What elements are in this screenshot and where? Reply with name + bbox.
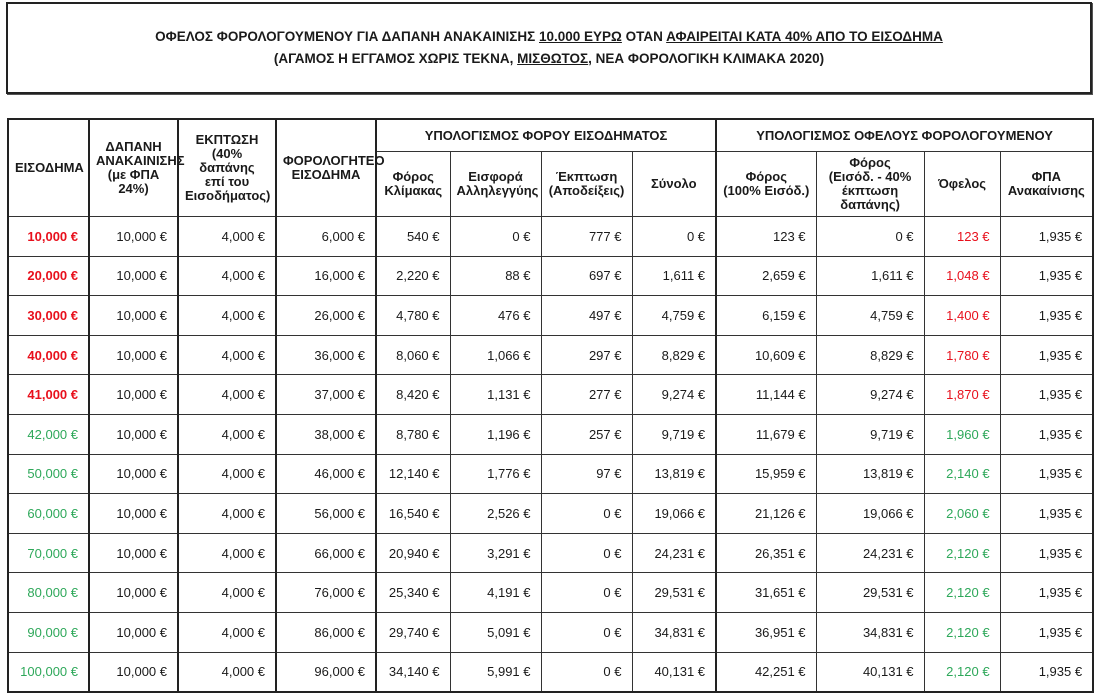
cell-receipts-deduction: 697 €	[541, 256, 632, 296]
cell-tax-full: 36,951 €	[716, 612, 816, 652]
cell-tax-reduced: 8,829 €	[816, 335, 924, 375]
cell-tax-reduced: 24,231 €	[816, 533, 924, 573]
header-group-benefit-calc: ΥΠΟΛΟΓΙΣΜΟΣ ΟΦΕΛΟΥΣ ΦΟΡΟΛΟΓΟΥΜΕΝΟΥ	[716, 119, 1093, 152]
header-deduction: ΕΚΠΤΩΣΗ (40% δαπάνης επί του Εισοδήματος)	[178, 119, 276, 217]
subtitle-employee: ΜΙΣΘΩΤΟΣ	[517, 51, 589, 66]
table-row	[8, 414, 1093, 454]
cell-receipts-deduction: 297 €	[541, 335, 632, 375]
cell-scale-tax: 16,540 €	[376, 494, 450, 534]
cell-taxable-income: 6,000 €	[276, 217, 376, 257]
cell-tax-reduced: 4,759 €	[816, 296, 924, 336]
cell-scale-tax: 20,940 €	[376, 533, 450, 573]
cell-income: 42,000 €	[8, 414, 89, 454]
table-row	[8, 612, 1093, 652]
cell-deduction: 4,000 €	[178, 652, 276, 692]
cell-solidarity: 2,526 €	[450, 494, 541, 534]
table-row	[8, 573, 1093, 613]
cell-vat: 1,935 €	[1000, 414, 1093, 454]
cell-receipts-deduction: 497 €	[541, 296, 632, 336]
cell-total: 0 €	[632, 217, 716, 257]
cell-income: 41,000 €	[8, 375, 89, 415]
title-amount: 10.000 ΕΥΡΩ	[539, 29, 622, 44]
cell-scale-tax: 25,340 €	[376, 573, 450, 613]
cell-vat: 1,935 €	[1000, 652, 1093, 692]
cell-renovation-cost: 10,000 €	[89, 375, 178, 415]
cell-income: 30,000 €	[8, 296, 89, 336]
cell-benefit: 2,140 €	[924, 454, 1000, 494]
cell-scale-tax: 29,740 €	[376, 612, 450, 652]
title-condition: ΑΦΑΙΡΕΙΤΑΙ ΚΑΤΑ 40% ΑΠΟ ΤΟ ΕΙΣΟΔΗΜΑ	[666, 29, 943, 44]
cell-tax-reduced: 40,131 €	[816, 652, 924, 692]
cell-deduction: 4,000 €	[178, 612, 276, 652]
cell-solidarity: 1,776 €	[450, 454, 541, 494]
cell-taxable-income: 56,000 €	[276, 494, 376, 534]
cell-taxable-income: 76,000 €	[276, 573, 376, 613]
cell-income: 70,000 €	[8, 533, 89, 573]
cell-deduction: 4,000 €	[178, 454, 276, 494]
cell-tax-full: 11,679 €	[716, 414, 816, 454]
cell-receipts-deduction: 0 €	[541, 533, 632, 573]
cell-renovation-cost: 10,000 €	[89, 256, 178, 296]
cell-renovation-cost: 10,000 €	[89, 217, 178, 257]
cell-benefit: 1,780 €	[924, 335, 1000, 375]
cell-scale-tax: 2,220 €	[376, 256, 450, 296]
table-row	[8, 335, 1093, 375]
header-total: Σύνολο	[632, 152, 716, 217]
cell-tax-full: 21,126 €	[716, 494, 816, 534]
cell-solidarity: 5,991 €	[450, 652, 541, 692]
cell-solidarity: 1,066 €	[450, 335, 541, 375]
subtitle-text: , ΝΕΑ ΦΟΡΟΛΟΓΙΚΗ ΚΛΙΜΑΚΑ 2020)	[588, 51, 825, 66]
cell-income: 80,000 €	[8, 573, 89, 613]
cell-vat: 1,935 €	[1000, 454, 1093, 494]
cell-income: 100,000 €	[8, 652, 89, 692]
cell-benefit: 1,400 €	[924, 296, 1000, 336]
cell-taxable-income: 16,000 €	[276, 256, 376, 296]
cell-benefit: 2,120 €	[924, 573, 1000, 613]
header-taxable-income: ΦΟΡΟΛΟΓΗΤΕΟ ΕΙΣΟΔΗΜΑ	[276, 119, 376, 217]
cell-deduction: 4,000 €	[178, 573, 276, 613]
cell-tax-full: 15,959 €	[716, 454, 816, 494]
title-box	[6, 2, 1092, 94]
cell-income: 20,000 €	[8, 256, 89, 296]
table-row	[8, 454, 1093, 494]
cell-deduction: 4,000 €	[178, 414, 276, 454]
cell-vat: 1,935 €	[1000, 256, 1093, 296]
cell-tax-full: 11,144 €	[716, 375, 816, 415]
header-scale-tax: Φόρος Κλίμακας	[376, 152, 450, 217]
cell-taxable-income: 38,000 €	[276, 414, 376, 454]
cell-scale-tax: 8,780 €	[376, 414, 450, 454]
cell-renovation-cost: 10,000 €	[89, 652, 178, 692]
cell-total: 19,066 €	[632, 494, 716, 534]
cell-receipts-deduction: 0 €	[541, 573, 632, 613]
cell-solidarity: 476 €	[450, 296, 541, 336]
cell-tax-reduced: 1,611 €	[816, 256, 924, 296]
cell-taxable-income: 37,000 €	[276, 375, 376, 415]
cell-deduction: 4,000 €	[178, 375, 276, 415]
header-benefit: Όφελος	[924, 152, 1000, 217]
cell-tax-full: 10,609 €	[716, 335, 816, 375]
table-row	[8, 652, 1093, 692]
cell-income: 40,000 €	[8, 335, 89, 375]
cell-tax-full: 123 €	[716, 217, 816, 257]
cell-solidarity: 1,196 €	[450, 414, 541, 454]
cell-taxable-income: 66,000 €	[276, 533, 376, 573]
cell-deduction: 4,000 €	[178, 296, 276, 336]
cell-renovation-cost: 10,000 €	[89, 573, 178, 613]
cell-tax-full: 6,159 €	[716, 296, 816, 336]
cell-renovation-cost: 10,000 €	[89, 414, 178, 454]
table-row	[8, 375, 1093, 415]
cell-income: 60,000 €	[8, 494, 89, 534]
cell-renovation-cost: 10,000 €	[89, 533, 178, 573]
cell-vat: 1,935 €	[1000, 217, 1093, 257]
cell-receipts-deduction: 0 €	[541, 494, 632, 534]
header-income: ΕΙΣΟΔΗΜΑ	[8, 119, 89, 217]
header-renovation-cost: ΔΑΠΑΝΗ ΑΝΑΚΑΙΝΙΣΗΣ (με ΦΠΑ 24%)	[89, 119, 178, 217]
cell-income: 90,000 €	[8, 612, 89, 652]
cell-renovation-cost: 10,000 €	[89, 335, 178, 375]
cell-receipts-deduction: 257 €	[541, 414, 632, 454]
cell-benefit: 2,120 €	[924, 652, 1000, 692]
cell-tax-reduced: 13,819 €	[816, 454, 924, 494]
header-tax-reduced: Φόρος (Εισόδ. - 40% έκπτωση δαπάνης)	[816, 152, 924, 217]
cell-tax-full: 31,651 €	[716, 573, 816, 613]
cell-total: 9,274 €	[632, 375, 716, 415]
table-row	[8, 256, 1093, 296]
cell-total: 8,829 €	[632, 335, 716, 375]
table-row	[8, 494, 1093, 534]
cell-vat: 1,935 €	[1000, 494, 1093, 534]
cell-renovation-cost: 10,000 €	[89, 494, 178, 534]
cell-total: 13,819 €	[632, 454, 716, 494]
cell-solidarity: 3,291 €	[450, 533, 541, 573]
cell-benefit: 2,120 €	[924, 533, 1000, 573]
cell-renovation-cost: 10,000 €	[89, 296, 178, 336]
cell-receipts-deduction: 0 €	[541, 612, 632, 652]
cell-total: 9,719 €	[632, 414, 716, 454]
cell-benefit: 1,870 €	[924, 375, 1000, 415]
table-row	[8, 296, 1093, 336]
header-receipts-deduction: Έκπτωση (Αποδείξεις)	[541, 152, 632, 217]
cell-solidarity: 1,131 €	[450, 375, 541, 415]
cell-scale-tax: 34,140 €	[376, 652, 450, 692]
cell-vat: 1,935 €	[1000, 612, 1093, 652]
cell-solidarity: 0 €	[450, 217, 541, 257]
cell-deduction: 4,000 €	[178, 335, 276, 375]
cell-scale-tax: 12,140 €	[376, 454, 450, 494]
cell-tax-reduced: 19,066 €	[816, 494, 924, 534]
cell-total: 34,831 €	[632, 612, 716, 652]
cell-scale-tax: 8,060 €	[376, 335, 450, 375]
table-body	[8, 217, 1093, 693]
tax-benefit-table	[7, 118, 1094, 693]
title-line-2	[274, 48, 824, 70]
cell-renovation-cost: 10,000 €	[89, 612, 178, 652]
header-solidarity: Εισφορά Αλληλεγγύης	[450, 152, 541, 217]
table-row	[8, 217, 1093, 257]
cell-solidarity: 88 €	[450, 256, 541, 296]
cell-income: 10,000 €	[8, 217, 89, 257]
cell-scale-tax: 8,420 €	[376, 375, 450, 415]
cell-receipts-deduction: 777 €	[541, 217, 632, 257]
cell-vat: 1,935 €	[1000, 335, 1093, 375]
title-text: ΟΦΕΛΟΣ ΦΟΡΟΛΟΓΟΥΜΕΝΟΥ ΓΙΑ ΔΑΠΑΝΗ ΑΝΑΚΑΙΝΙΣΗΣ	[155, 29, 539, 44]
cell-tax-reduced: 29,531 €	[816, 573, 924, 613]
title-text: ΟΤΑΝ	[621, 29, 667, 44]
cell-income: 50,000 €	[8, 454, 89, 494]
cell-total: 1,611 €	[632, 256, 716, 296]
cell-total: 4,759 €	[632, 296, 716, 336]
cell-renovation-cost: 10,000 €	[89, 454, 178, 494]
subtitle-text: (ΑΓΑΜΟΣ Η ΕΓΓΑΜΟΣ ΧΩΡΙΣ ΤΕΚΝΑ,	[273, 51, 518, 66]
cell-benefit: 2,120 €	[924, 612, 1000, 652]
cell-deduction: 4,000 €	[178, 494, 276, 534]
title-line-1	[155, 26, 943, 48]
cell-tax-reduced: 34,831 €	[816, 612, 924, 652]
cell-receipts-deduction: 97 €	[541, 454, 632, 494]
cell-vat: 1,935 €	[1000, 533, 1093, 573]
header-tax-full: Φόρος (100% Εισόδ.)	[716, 152, 816, 217]
cell-taxable-income: 46,000 €	[276, 454, 376, 494]
cell-scale-tax: 540 €	[376, 217, 450, 257]
cell-taxable-income: 26,000 €	[276, 296, 376, 336]
cell-benefit: 1,960 €	[924, 414, 1000, 454]
cell-total: 40,131 €	[632, 652, 716, 692]
cell-benefit: 123 €	[924, 217, 1000, 257]
cell-deduction: 4,000 €	[178, 533, 276, 573]
header-vat: ΦΠΑ Ανακαίνισης	[1000, 152, 1093, 217]
header-group-tax-calc: ΥΠΟΛΟΓΙΣΜΟΣ ΦΟΡΟΥ ΕΙΣΟΔΗΜΑΤΟΣ	[376, 119, 716, 152]
cell-taxable-income: 96,000 €	[276, 652, 376, 692]
cell-total: 29,531 €	[632, 573, 716, 613]
cell-receipts-deduction: 277 €	[541, 375, 632, 415]
cell-vat: 1,935 €	[1000, 296, 1093, 336]
cell-taxable-income: 36,000 €	[276, 335, 376, 375]
cell-benefit: 1,048 €	[924, 256, 1000, 296]
cell-deduction: 4,000 €	[178, 256, 276, 296]
cell-tax-reduced: 0 €	[816, 217, 924, 257]
table-row	[8, 533, 1093, 573]
cell-solidarity: 4,191 €	[450, 573, 541, 613]
cell-deduction: 4,000 €	[178, 217, 276, 257]
cell-benefit: 2,060 €	[924, 494, 1000, 534]
cell-total: 24,231 €	[632, 533, 716, 573]
cell-receipts-deduction: 0 €	[541, 652, 632, 692]
cell-tax-reduced: 9,719 €	[816, 414, 924, 454]
cell-tax-full: 2,659 €	[716, 256, 816, 296]
cell-tax-reduced: 9,274 €	[816, 375, 924, 415]
cell-tax-full: 26,351 €	[716, 533, 816, 573]
cell-solidarity: 5,091 €	[450, 612, 541, 652]
cell-tax-full: 42,251 €	[716, 652, 816, 692]
cell-taxable-income: 86,000 €	[276, 612, 376, 652]
cell-vat: 1,935 €	[1000, 573, 1093, 613]
cell-scale-tax: 4,780 €	[376, 296, 450, 336]
cell-vat: 1,935 €	[1000, 375, 1093, 415]
